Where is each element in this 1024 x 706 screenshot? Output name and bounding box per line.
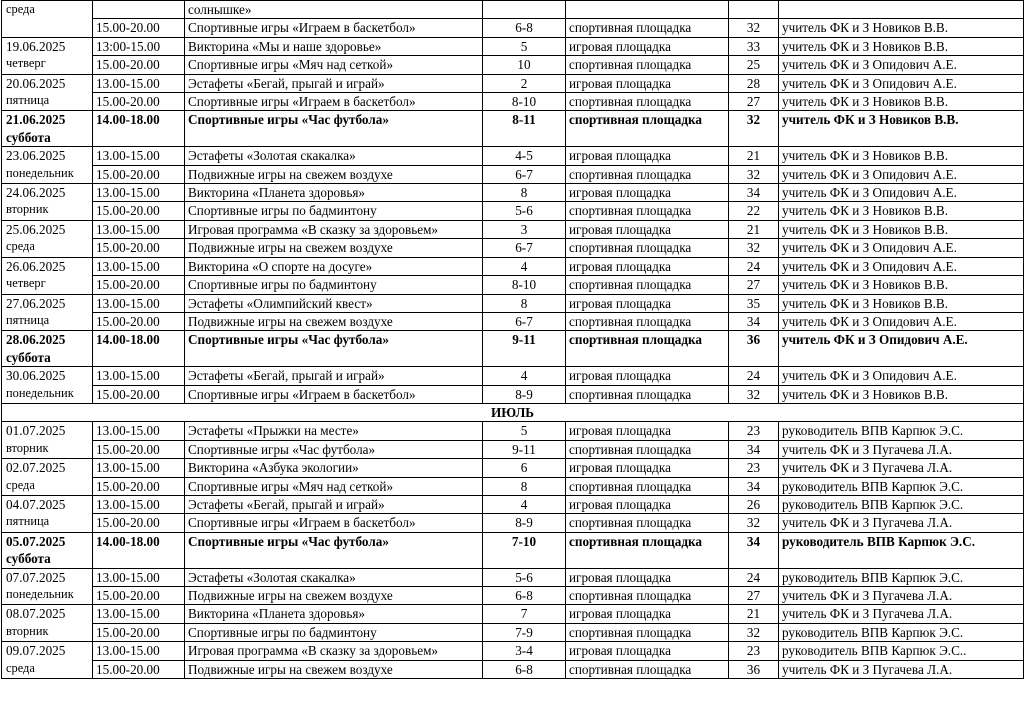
- time-cell: 15.00-20.00: [93, 239, 185, 257]
- event-name: Эстафеты «Золотая скакалка»: [185, 147, 483, 165]
- age-group: 8-9: [483, 385, 566, 403]
- age-group: 4: [483, 257, 566, 275]
- date-cell: [2, 147, 93, 184]
- weekday: понедельник: [6, 385, 74, 400]
- age-group: 6-8: [483, 587, 566, 605]
- responsible-person: учитель ФК и З Опидович А.Е.: [779, 56, 1024, 74]
- responsible-person: [779, 1, 1024, 19]
- table-row: [2, 239, 1024, 257]
- time-cell: 15.00-20.00: [93, 660, 185, 678]
- age-group: 4: [483, 495, 566, 513]
- time-cell: 15.00-20.00: [93, 93, 185, 111]
- venue: [566, 1, 729, 19]
- table-row: [2, 37, 1024, 55]
- event-date: 05.07.2025: [6, 533, 66, 549]
- event-name: Спортивные игры «Играем в баскетбол»: [185, 93, 483, 111]
- time-cell: 15.00-20.00: [93, 477, 185, 495]
- month-header: ИЮЛЬ: [2, 403, 1024, 421]
- month-row: [2, 403, 1024, 421]
- table-row: [2, 147, 1024, 165]
- event-name: Спортивные игры «Час футбола»: [185, 440, 483, 458]
- event-date: 27.06.2025: [6, 295, 66, 311]
- time-cell: 15.00-20.00: [93, 587, 185, 605]
- responsible-person: учитель ФК и З Новиков В.В.: [779, 37, 1024, 55]
- event-date: 24.06.2025: [6, 185, 66, 201]
- age-group: 4: [483, 367, 566, 385]
- participant-count: 36: [729, 660, 779, 678]
- participant-count: 27: [729, 587, 779, 605]
- venue: спортивная площадка: [566, 111, 729, 147]
- responsible-person: учитель ФК и З Опидович А.Е.: [779, 239, 1024, 257]
- age-group: 8-10: [483, 276, 566, 294]
- event-name: Спортивные игры по бадминтону: [185, 623, 483, 641]
- age-group: 7-10: [483, 532, 566, 568]
- event-name: Спортивные игры «Играем в баскетбол»: [185, 385, 483, 403]
- time-cell: 13:00-15.00: [93, 37, 185, 55]
- responsible-person: учитель ФК и З Опидович А.Е.: [779, 312, 1024, 330]
- responsible-person: учитель ФК и З Новиков В.В.: [779, 202, 1024, 220]
- event-name: Подвижные игры на свежем воздухе: [185, 587, 483, 605]
- responsible-person: учитель ФК и З Пугачева Л.А.: [779, 459, 1024, 477]
- weekday: понедельник: [6, 165, 74, 180]
- event-name: Эстафеты «Бегай, прыгай и играй»: [185, 367, 483, 385]
- participant-count: 34: [729, 532, 779, 568]
- event-name: Спортивные игры «Час футбола»: [185, 532, 483, 568]
- event-date: 25.06.2025: [6, 221, 66, 237]
- time-cell: 15.00-20.00: [93, 623, 185, 641]
- event-date: 21.06.2025: [6, 112, 66, 128]
- participant-count: 32: [729, 165, 779, 183]
- age-group: 8: [483, 184, 566, 202]
- responsible-person: руководитель ВПВ Карпюк Э.С.: [779, 495, 1024, 513]
- responsible-person: учитель ФК и З Пугачева Л.А.: [779, 587, 1024, 605]
- age-group: 3: [483, 220, 566, 238]
- event-date: 09.07.2025: [6, 643, 66, 659]
- date-cell: [2, 495, 93, 532]
- age-group: 7-9: [483, 623, 566, 641]
- age-group: 8-9: [483, 514, 566, 532]
- table-row: [2, 111, 1024, 147]
- weekday: вторник: [6, 202, 49, 217]
- date-cell: [2, 331, 93, 367]
- participant-count: 34: [729, 477, 779, 495]
- age-group: 8-10: [483, 93, 566, 111]
- time-cell: 13.00-15.00: [93, 294, 185, 312]
- responsible-person: учитель ФК и З Пугачева Л.А.: [779, 605, 1024, 623]
- table-row: [2, 19, 1024, 37]
- time-cell: 13.00-15.00: [93, 367, 185, 385]
- weekday: среда: [6, 2, 35, 16]
- responsible-person: учитель ФК и З Новиков В.В.: [779, 111, 1024, 147]
- age-group: 9-11: [483, 331, 566, 367]
- participant-count: 27: [729, 276, 779, 294]
- date-cell: [2, 37, 93, 74]
- event-date: 04.07.2025: [6, 496, 66, 512]
- table-row: [2, 1, 1024, 19]
- venue: игровая площадка: [566, 495, 729, 513]
- date-cell: [2, 605, 93, 642]
- weekday: вторник: [6, 623, 49, 638]
- date-cell: [2, 111, 93, 147]
- event-name: Эстафеты «Золотая скакалка»: [185, 568, 483, 586]
- table-row: [2, 74, 1024, 92]
- participant-count: 34: [729, 440, 779, 458]
- age-group: 5-6: [483, 568, 566, 586]
- time-cell: 13.00-15.00: [93, 495, 185, 513]
- responsible-person: учитель ФК и З Пугачева Л.А.: [779, 514, 1024, 532]
- venue: игровая площадка: [566, 74, 729, 92]
- venue: спортивная площадка: [566, 165, 729, 183]
- responsible-person: учитель ФК и З Новиков В.В.: [779, 276, 1024, 294]
- date-cell: [2, 568, 93, 605]
- age-group: 4-5: [483, 147, 566, 165]
- event-name: Спортивные игры «Час футбола»: [185, 111, 483, 147]
- participant-count: 35: [729, 294, 779, 312]
- weekday: четверг: [6, 56, 46, 71]
- age-group: [483, 1, 566, 19]
- event-name: Викторина «Планета здоровья»: [185, 605, 483, 623]
- weekday: пятница: [6, 514, 50, 529]
- responsible-person: руководитель ВПВ Карпюк Э.С.: [779, 568, 1024, 586]
- date-cell: [2, 74, 93, 111]
- responsible-person: учитель ФК и З Пугачева Л.А.: [779, 660, 1024, 678]
- date-cell: [2, 1, 93, 38]
- event-date: 07.07.2025: [6, 569, 66, 585]
- venue: спортивная площадка: [566, 331, 729, 367]
- venue: спортивная площадка: [566, 56, 729, 74]
- responsible-person: руководитель ВПВ Карпюк Э.С..: [779, 642, 1024, 660]
- table-row: [2, 660, 1024, 678]
- date-cell: [2, 257, 93, 294]
- weekday: суббота: [6, 129, 51, 145]
- event-date: 19.06.2025: [6, 38, 66, 54]
- venue: игровая площадка: [566, 422, 729, 440]
- participant-count: 32: [729, 385, 779, 403]
- table-row: [2, 276, 1024, 294]
- table-row: [2, 312, 1024, 330]
- responsible-person: учитель ФК и З Новиков В.В.: [779, 220, 1024, 238]
- time-cell: 15.00-20.00: [93, 276, 185, 294]
- date-cell: [2, 459, 93, 496]
- time-cell: 13.00-15.00: [93, 147, 185, 165]
- time-cell: 15.00-20.00: [93, 440, 185, 458]
- event-name: Спортивные игры по бадминтону: [185, 202, 483, 220]
- time-cell: 13.00-15.00: [93, 184, 185, 202]
- age-group: 6-7: [483, 312, 566, 330]
- time-cell: 14.00-18.00: [93, 111, 185, 147]
- time-cell: 13.00-15.00: [93, 74, 185, 92]
- participant-count: 22: [729, 202, 779, 220]
- table-row: [2, 257, 1024, 275]
- table-row: [2, 165, 1024, 183]
- responsible-person: учитель ФК и З Новиков В.В.: [779, 385, 1024, 403]
- age-group: 3-4: [483, 642, 566, 660]
- participant-count: 34: [729, 184, 779, 202]
- venue: игровая площадка: [566, 459, 729, 477]
- event-name: Спортивные игры «Час футбола»: [185, 331, 483, 367]
- event-name: Спортивные игры «Мяч над сеткой»: [185, 56, 483, 74]
- venue: спортивная площадка: [566, 514, 729, 532]
- weekday: пятница: [6, 312, 50, 327]
- time-cell: 13.00-15.00: [93, 422, 185, 440]
- time-cell: 13.00-15.00: [93, 459, 185, 477]
- responsible-person: учитель ФК и З Опидович А.Е.: [779, 184, 1024, 202]
- table-row: [2, 56, 1024, 74]
- participant-count: 24: [729, 367, 779, 385]
- responsible-person: руководитель ВПВ Карпюк Э.С.: [779, 532, 1024, 568]
- responsible-person: учитель ФК и З Опидович А.Е.: [779, 257, 1024, 275]
- table-row: [2, 331, 1024, 367]
- table-row: [2, 623, 1024, 641]
- age-group: 8: [483, 294, 566, 312]
- time-cell: 15.00-20.00: [93, 165, 185, 183]
- venue: спортивная площадка: [566, 587, 729, 605]
- participant-count: [729, 1, 779, 19]
- time-cell: 15.00-20.00: [93, 514, 185, 532]
- venue: игровая площадка: [566, 367, 729, 385]
- event-date: 30.06.2025: [6, 368, 66, 384]
- age-group: 10: [483, 56, 566, 74]
- participant-count: 23: [729, 642, 779, 660]
- weekday: среда: [6, 239, 35, 254]
- participant-count: 23: [729, 459, 779, 477]
- responsible-person: учитель ФК и З Пугачева Л.А.: [779, 440, 1024, 458]
- venue: спортивная площадка: [566, 477, 729, 495]
- date-cell: [2, 184, 93, 221]
- responsible-person: учитель ФК и З Новиков В.В.: [779, 147, 1024, 165]
- responsible-person: учитель ФК и З Опидович А.Е.: [779, 165, 1024, 183]
- venue: спортивная площадка: [566, 93, 729, 111]
- age-group: 8: [483, 477, 566, 495]
- event-name: Эстафеты «Бегай, прыгай и играй»: [185, 495, 483, 513]
- weekday: среда: [6, 477, 35, 492]
- event-name: Спортивные игры по бадминтону: [185, 276, 483, 294]
- participant-count: 21: [729, 147, 779, 165]
- date-cell: [2, 642, 93, 679]
- participant-count: 28: [729, 74, 779, 92]
- age-group: 6: [483, 459, 566, 477]
- event-name: Подвижные игры на свежем воздухе: [185, 239, 483, 257]
- venue: спортивная площадка: [566, 19, 729, 37]
- event-name: Подвижные игры на свежем воздухе: [185, 165, 483, 183]
- age-group: 5: [483, 37, 566, 55]
- time-cell: 13.00-15.00: [93, 257, 185, 275]
- table-row: [2, 202, 1024, 220]
- participant-count: 24: [729, 568, 779, 586]
- date-cell: [2, 367, 93, 404]
- weekday: суббота: [6, 349, 51, 365]
- table-row: [2, 642, 1024, 660]
- time-cell: 15.00-20.00: [93, 202, 185, 220]
- time-cell: 15.00-20.00: [93, 385, 185, 403]
- table-row: [2, 495, 1024, 513]
- event-date: 28.06.2025: [6, 332, 66, 348]
- time-cell: 15.00-20.00: [93, 19, 185, 37]
- event-date: 23.06.2025: [6, 148, 66, 164]
- venue: игровая площадка: [566, 642, 729, 660]
- time-cell: 15.00-20.00: [93, 56, 185, 74]
- responsible-person: учитель ФК и З Опидович А.Е.: [779, 331, 1024, 367]
- schedule-table: [1, 0, 1024, 679]
- participant-count: 26: [729, 495, 779, 513]
- responsible-person: учитель ФК и З Опидович А.Е.: [779, 367, 1024, 385]
- participant-count: 36: [729, 331, 779, 367]
- table-row: [2, 605, 1024, 623]
- table-row: [2, 220, 1024, 238]
- table-row: [2, 459, 1024, 477]
- venue: спортивная площадка: [566, 202, 729, 220]
- responsible-person: руководитель ВПВ Карпюк Э.С.: [779, 477, 1024, 495]
- event-name: Викторина «Планета здоровья»: [185, 184, 483, 202]
- responsible-person: учитель ФК и З Опидович А.Е.: [779, 74, 1024, 92]
- date-cell: [2, 220, 93, 257]
- weekday: среда: [6, 660, 35, 675]
- time-cell: 13.00-15.00: [93, 605, 185, 623]
- age-group: 5: [483, 422, 566, 440]
- participant-count: 21: [729, 605, 779, 623]
- event-date: 02.07.2025: [6, 460, 66, 476]
- time-cell: 13.00-15.00: [93, 220, 185, 238]
- time-cell: [93, 1, 185, 19]
- venue: игровая площадка: [566, 605, 729, 623]
- weekday: вторник: [6, 440, 49, 455]
- time-cell: 13.00-15.00: [93, 642, 185, 660]
- table-row: [2, 514, 1024, 532]
- table-row: [2, 184, 1024, 202]
- event-name: Спортивные игры «Играем в баскетбол»: [185, 514, 483, 532]
- age-group: 5-6: [483, 202, 566, 220]
- age-group: 7: [483, 605, 566, 623]
- event-name: Игровая программа «В сказку за здоровьем»: [185, 220, 483, 238]
- venue: игровая площадка: [566, 568, 729, 586]
- age-group: 6-7: [483, 239, 566, 257]
- table-row: [2, 532, 1024, 568]
- responsible-person: учитель ФК и З Новиков В.В.: [779, 294, 1024, 312]
- venue: спортивная площадка: [566, 312, 729, 330]
- age-group: 6-8: [483, 660, 566, 678]
- venue: игровая площадка: [566, 294, 729, 312]
- participant-count: 24: [729, 257, 779, 275]
- venue: спортивная площадка: [566, 623, 729, 641]
- age-group: 8-11: [483, 111, 566, 147]
- venue: спортивная площадка: [566, 276, 729, 294]
- responsible-person: руководитель ВПВ Карпюк Э.С.: [779, 623, 1024, 641]
- participant-count: 25: [729, 56, 779, 74]
- venue: игровая площадка: [566, 37, 729, 55]
- responsible-person: руководитель ВПВ Карпюк Э.С.: [779, 422, 1024, 440]
- participant-count: 27: [729, 93, 779, 111]
- time-cell: 14.00-18.00: [93, 331, 185, 367]
- event-name: Викторина «Азбука экологии»: [185, 459, 483, 477]
- date-cell: [2, 422, 93, 459]
- venue: игровая площадка: [566, 220, 729, 238]
- table-row: [2, 93, 1024, 111]
- venue: спортивная площадка: [566, 239, 729, 257]
- weekday: понедельник: [6, 587, 74, 601]
- event-date: 26.06.2025: [6, 258, 66, 274]
- participant-count: 32: [729, 239, 779, 257]
- date-cell: [2, 532, 93, 568]
- event-name: Викторина «Мы и наше здоровье»: [185, 37, 483, 55]
- participant-count: 32: [729, 111, 779, 147]
- table-row: [2, 294, 1024, 312]
- venue: спортивная площадка: [566, 385, 729, 403]
- venue: спортивная площадка: [566, 660, 729, 678]
- schedule-body: [2, 1, 1024, 679]
- participant-count: 21: [729, 220, 779, 238]
- responsible-person: учитель ФК и З Новиков В.В.: [779, 93, 1024, 111]
- table-row: [2, 422, 1024, 440]
- event-date: 01.07.2025: [6, 423, 66, 439]
- table-row: [2, 367, 1024, 385]
- weekday: суббота: [6, 551, 51, 567]
- table-row: [2, 385, 1024, 403]
- event-name: Эстафеты «Прыжки на месте»: [185, 422, 483, 440]
- venue: спортивная площадка: [566, 440, 729, 458]
- age-group: 6-7: [483, 165, 566, 183]
- age-group: 2: [483, 74, 566, 92]
- weekday: пятница: [6, 93, 50, 108]
- participant-count: 23: [729, 422, 779, 440]
- event-date: 20.06.2025: [6, 75, 66, 91]
- responsible-person: учитель ФК и З Новиков В.В.: [779, 19, 1024, 37]
- venue: игровая площадка: [566, 147, 729, 165]
- date-cell: [2, 294, 93, 331]
- event-name: Подвижные игры на свежем воздухе: [185, 660, 483, 678]
- participant-count: 32: [729, 514, 779, 532]
- table-row: [2, 587, 1024, 605]
- table-row: [2, 477, 1024, 495]
- event-date: 08.07.2025: [6, 606, 66, 622]
- participant-count: 34: [729, 312, 779, 330]
- time-cell: 15.00-20.00: [93, 312, 185, 330]
- venue: игровая площадка: [566, 184, 729, 202]
- event-name: Эстафеты «Олимпийский квест»: [185, 294, 483, 312]
- event-name: солнышке»: [185, 1, 483, 19]
- venue: игровая площадка: [566, 257, 729, 275]
- event-name: Подвижные игры на свежем воздухе: [185, 312, 483, 330]
- time-cell: 14.00-18.00: [93, 532, 185, 568]
- age-group: 6-8: [483, 19, 566, 37]
- event-name: Эстафеты «Бегай, прыгай и играй»: [185, 74, 483, 92]
- event-name: Спортивные игры «Мяч над сеткой»: [185, 477, 483, 495]
- event-name: Игровая программа «В сказку за здоровьем»: [185, 642, 483, 660]
- participant-count: 32: [729, 19, 779, 37]
- participant-count: 32: [729, 623, 779, 641]
- event-name: Викторина «О спорте на досуге»: [185, 257, 483, 275]
- weekday: четверг: [6, 276, 46, 291]
- table-row: [2, 440, 1024, 458]
- venue: спортивная площадка: [566, 532, 729, 568]
- table-row: [2, 568, 1024, 586]
- event-name: Спортивные игры «Играем в баскетбол»: [185, 19, 483, 37]
- age-group: 9-11: [483, 440, 566, 458]
- participant-count: 33: [729, 37, 779, 55]
- time-cell: 13.00-15.00: [93, 568, 185, 586]
